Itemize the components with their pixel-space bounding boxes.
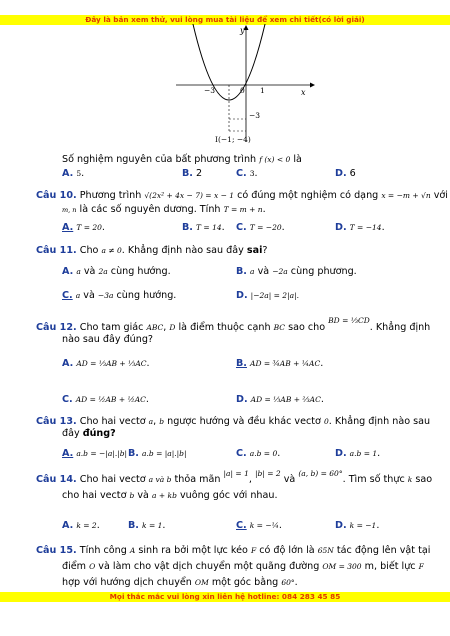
q9-stem: Số nghiệm nguyên của bất phương trình f (x) < 0 là	[62, 154, 302, 165]
parabola-graph	[168, 24, 318, 146]
tick-1: 1	[260, 86, 265, 95]
q14-stem-line2: cho hai vectơ b và a + kb vuông góc với nhau.	[62, 490, 278, 501]
q10-option-b[interactable]: B. T = 14.	[182, 222, 225, 233]
q12-option-c[interactable]: C. AD = ½AB + ½AC.	[62, 394, 149, 405]
q12-stem-line2: nào sau đây đúng?	[62, 334, 154, 345]
preview-banner: Đây là bản xem thử, vui lòng mua tài liệu để xem chi tiết(có lời giải)	[0, 15, 450, 25]
q13-stem: Câu 13. Cho hai vectơ a, b ngược hướng và đều khác vectơ 0. Khẳng định nào sau	[36, 416, 431, 427]
q14-option-d[interactable]: D. k = −1.	[335, 520, 380, 531]
tick-y-neg3: −3	[249, 111, 261, 120]
q11-option-c[interactable]: C. a và −3a cùng hướng.	[62, 290, 177, 301]
q13-option-d[interactable]: D. a.b = 1.	[335, 448, 381, 459]
q10-option-c[interactable]: C. T = −20.	[236, 222, 285, 233]
q11-option-b[interactable]: B. a và −2a cùng phương.	[236, 266, 357, 277]
tick-neg3: −3	[204, 86, 216, 95]
q11-option-d[interactable]: D. |−2a| = 2|a|.	[236, 290, 299, 301]
q14-option-a[interactable]: A. k = 2.	[62, 520, 100, 531]
q9-option-d[interactable]: D. 6	[335, 168, 356, 179]
q15-stem: Câu 15. Tính công A sinh ra bởi một lực kéo F có độ lớn là 65N tác động lên vật tại	[36, 545, 431, 556]
q9-option-b[interactable]: B. 2	[182, 168, 203, 179]
hotline-banner: Mọi thắc mắc vui lòng xin liên hệ hotline: 084 283 45 85	[0, 592, 450, 602]
q10-option-d[interactable]: D. T = −14.	[335, 222, 385, 233]
x-axis-label: x	[301, 88, 306, 97]
q12-stem: Câu 12. Cho tam giác ABC, D là điểm thuộc cạnh BC sao cho $^{BD = \frac{1}{3}CD}$. Khẳng định	[36, 316, 431, 333]
tick-origin: 0	[240, 86, 245, 95]
q12-option-d[interactable]: D. AD = ⅓AB + ⅔AC.	[236, 394, 324, 405]
q12-option-a[interactable]: A. AD = ⅓AB + ⅓AC.	[62, 358, 150, 369]
q13-stem-line2: đây đúng?	[62, 428, 116, 439]
q13-option-a[interactable]: A. a.b = −|a|.|b|	[62, 448, 128, 459]
q14-option-b[interactable]: B. k = 1.	[128, 520, 166, 531]
q9-option-a[interactable]: A. 5.	[62, 168, 85, 179]
q11-stem: Câu 11. Cho a ≠ 0. Khẳng định nào sau đây sai?	[36, 245, 268, 256]
y-axis-label: y	[240, 26, 245, 35]
q15-stem-line3: hợp với hướng dịch chuyển OM một góc bằng 60°.	[62, 577, 298, 588]
q13-option-c[interactable]: C. a.b = 0.	[236, 448, 281, 459]
q13-option-b[interactable]: B. a.b = |a|.|b|	[128, 448, 187, 459]
q9-option-c[interactable]: C. 3.	[236, 168, 258, 179]
q12-option-b[interactable]: B. AD = ¾AB + ¼AC.	[236, 358, 324, 369]
q10-option-a[interactable]: A. T = 20.	[62, 222, 105, 233]
q10-stem-line2: m, n là các số nguyên dương. Tính T = m + n.	[62, 204, 266, 215]
vertex-label: I(−1; −4)	[215, 135, 251, 144]
q15-stem-line2: điểm O và làm cho vật dịch chuyển một quãng đường OM = 300 m, biết lực F	[62, 561, 424, 572]
q11-option-a[interactable]: A. a và 2a cùng hướng.	[62, 266, 171, 277]
q14-option-c[interactable]: C. k = −¼.	[236, 520, 282, 531]
q10-stem: Câu 10. Phương trình √(2x² + 4x − 7) = x − 1 có đúng một nghiệm có dạng x = −m + √n với	[36, 190, 448, 201]
q14-stem: Câu 14. Cho hai vectơ a và b thỏa mãn $^{|a| = 1}$, $^{|b| = 2}$ và $^{(a, b) = 60^\circ}$. Tìm số thực k sao	[36, 469, 433, 485]
